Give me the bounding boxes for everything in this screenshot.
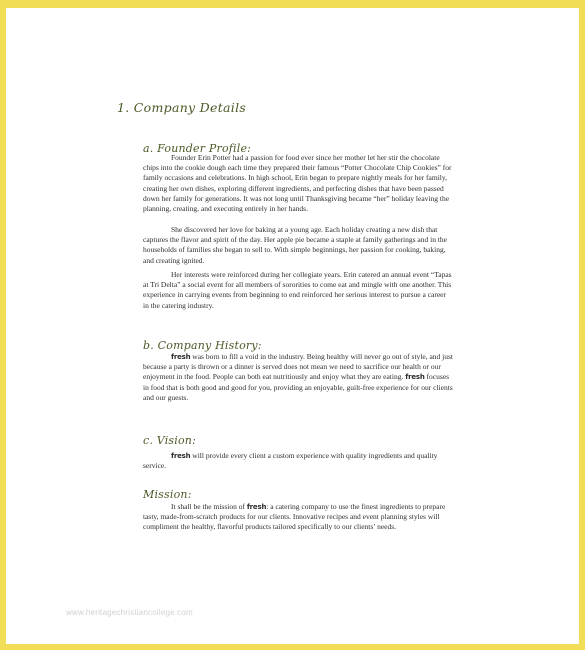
brand-name: fresh [405,373,425,382]
mission-heading: Mission: [143,488,192,501]
watermark: www.heritagechristiancollege.com [66,608,193,617]
vision-heading: c. Vision: [143,434,196,447]
vision-text: will provide every client a custom experience with quality ingredients and quality service. [143,451,438,471]
founder-paragraph-3: Her interests were reinforced during her collegiate years. Erin catered an annual event “Tapas at Tri Delta” a social event for all members of sororities to come eat and mingle with one another. This experience in carrying events from beginning to end reinforced her serious interest to pursue a career in the catering industry. [143,270,452,310]
company-history-paragraph [143,352,453,403]
mission-text-2: : a catering company to use the finest ingredients to prepare tasty, made-from-scratch products for our clients. Innovative recipes and event planning styles will compliment the healthy, flavorful products tailored specifically to our clients’ needs. [143,502,446,532]
founder-paragraph-1: Founder Erin Potter had a passion for food ever since her mother let her stir the chocolate chips into the cookie dough each time they prepared their famous “Potter Chocolate Chip Cookies” for family occasions and celebrations. In high school, Erin began to prepare nightly meals for her family, creating her own dishes, exploring different ingredients, and perfecting dishes that have been passed down her family for generations. It was not long until Thanksgiving became “her” holiday leaving the planning, creating, and executing entirely in her hands. [143,153,452,214]
founder-paragraph-2: She discovered her love for baking at a young age. Each holiday creating a new dish that captures the flavor and spirit of the day. Her apple pie became a staple at family gatherings and in the households of families she began to sell to. With simple beginnings, her passion for cooking, baking, and creating ignited. [143,225,447,265]
company-history-text-1: was born to fill a void in the industry. Being healthy will never go out of style, and just because a party is thrown or a dinner is served does not mean we need to sacrifice our health or our enjoyment in the food. People can both eat nutritiously and enjoy what they are eating. [143,352,454,382]
company-history-heading: b. Company History: [143,339,262,352]
mission-paragraph [143,502,453,533]
document-page [6,8,579,644]
mission-text-1: It shall be the mission of [171,502,247,511]
brand-name: fresh [246,503,267,511]
vision-paragraph [143,451,453,471]
brand-name: fresh [171,452,191,460]
brand-name: fresh [171,353,191,361]
founder-profile-heading: a. Founder Profile: [143,142,252,155]
section-title: 1. Company Details [117,100,247,115]
company-history-text-2: focuses in food that is both good and good for you, providing an enjoyable, guilt-free experience for our clients and our guests. [143,372,453,402]
